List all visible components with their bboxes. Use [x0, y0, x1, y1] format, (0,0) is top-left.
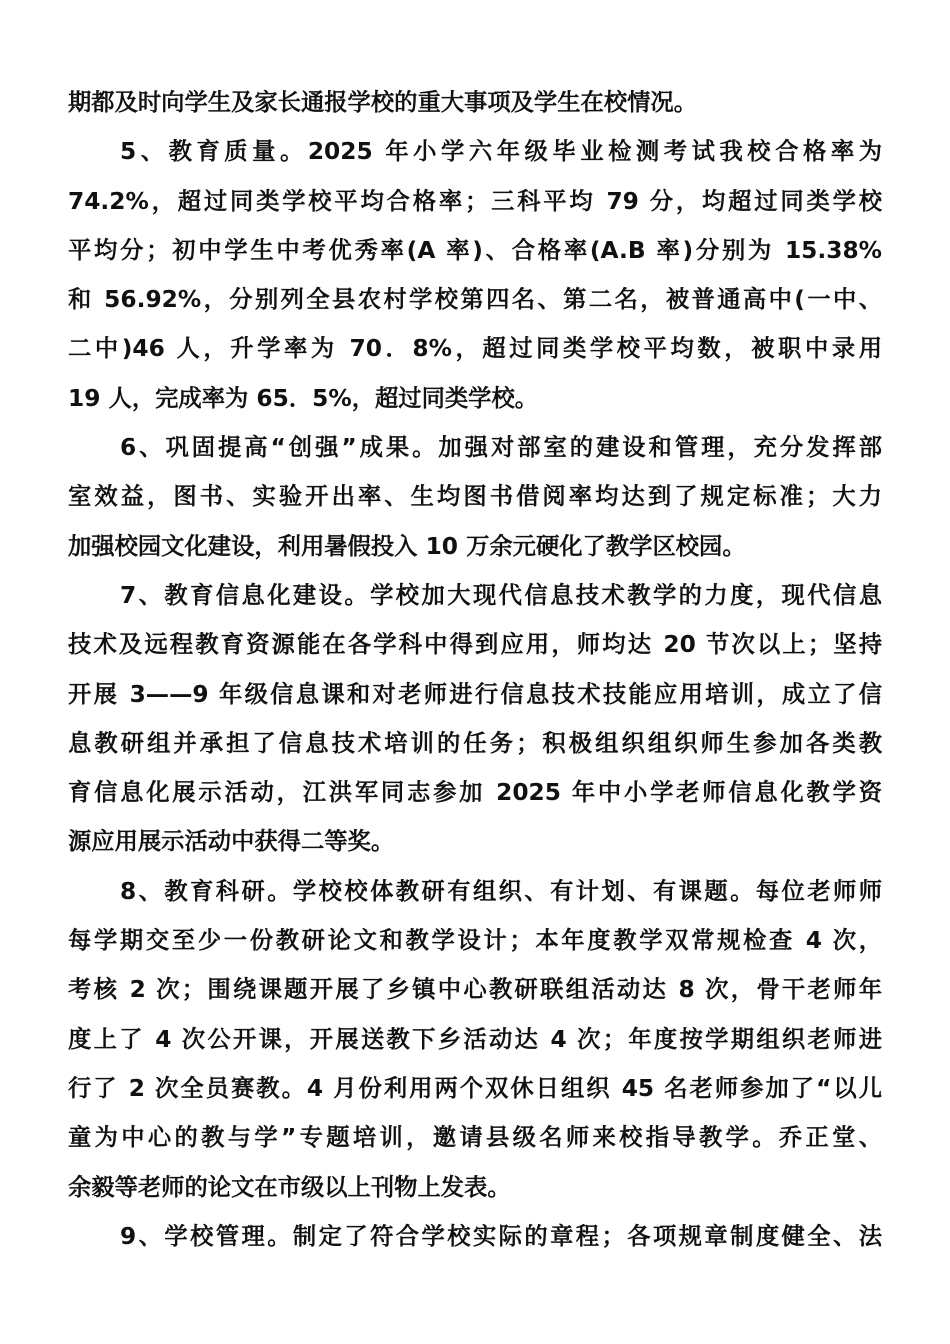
paragraph-line: 育信息化展示活动，江洪军同志参加 2025 年中小学老师信息化教学资 — [68, 779, 882, 807]
paragraph-line: 每学期交至少一份教研论文和教学设计；本年度教学双常规检查 4 次， — [68, 927, 882, 955]
paragraph-line: 19 人，完成率为 65．5%，超过同类学校。 — [68, 384, 539, 412]
paragraph-line: 余毅等老师的论文在市级以上刊物上发表。 — [68, 1173, 511, 1201]
paragraph-line: 5、教育质量。2025 年小学六年级毕业检测考试我校合格率为 — [120, 138, 882, 166]
paragraph-line: 期都及时向学生及家长通报学校的重大事项及学生在校情况。 — [68, 89, 698, 116]
paragraph-line: 二中)46 人，升学率为 70．8%，超过同类学校平均数，被职中录用 — [68, 335, 882, 363]
paragraph-line: 74.2%，超过同类学校平均合格率；三科平均 79 分，均超过同类学校 — [68, 187, 882, 215]
paragraph-line: 行了 2 次全员赛教。4 月份利用两个双休日组织 45 名老师参加了“以儿 — [68, 1074, 882, 1102]
paragraph-line: 平均分；初中学生中考优秀率(A 率)、合格率(A.B 率)分别为 15.38% — [68, 236, 882, 264]
paragraph-line: 童为中心的教与学”专题培训，邀请县级名师来校指导教学。乔正堂、 — [68, 1124, 882, 1152]
paragraph-line: 6、巩固提高“创强”成果。加强对部室的建设和管理，充分发挥部 — [120, 434, 882, 462]
paragraph-line: 技术及远程教育资源能在各学科中得到应用，师均达 20 节次以上；坚持 — [68, 631, 882, 659]
paragraph-line: 和 56.92%，分别列全县农村学校第四名、第二名，被普通高中(一中、 — [68, 286, 882, 314]
paragraph-line: 8、教育科研。学校校体教研有组织、有计划、有课题。每位老师师 — [120, 877, 882, 905]
paragraph-line: 室效益，图书、实验开出率、生均图书借阅率均达到了规定标准；大力 — [68, 483, 882, 511]
document-body — [68, 78, 882, 1261]
paragraph-line: 开展 3——9 年级信息课和对老师进行信息技术技能应用培训，成立了信 — [68, 680, 882, 708]
paragraph-line: 7、教育信息化建设。学校加大现代信息技术教学的力度，现代信息 — [120, 581, 882, 609]
paragraph-line: 度上了 4 次公开课，开展送教下乡活动达 4 次；年度按学期组织老师进 — [68, 1025, 882, 1053]
paragraph-line: 加强校园文化建设，利用暑假投入 10 万余元硬化了教学区校园。 — [68, 532, 746, 560]
paragraph-line: 9、学校管理。制定了符合学校实际的章程；各项规章制度健全、法 — [120, 1222, 882, 1250]
paragraph-line: 源应用展示活动中获得二等奖。 — [68, 828, 395, 856]
paragraph-line: 考核 2 次；围绕课题开展了乡镇中心教研联组活动达 8 次，骨干老师年 — [68, 976, 882, 1004]
paragraph-line: 息教研组并承担了信息技术培训的任务；积极组织组织师生参加各类教 — [68, 729, 882, 757]
